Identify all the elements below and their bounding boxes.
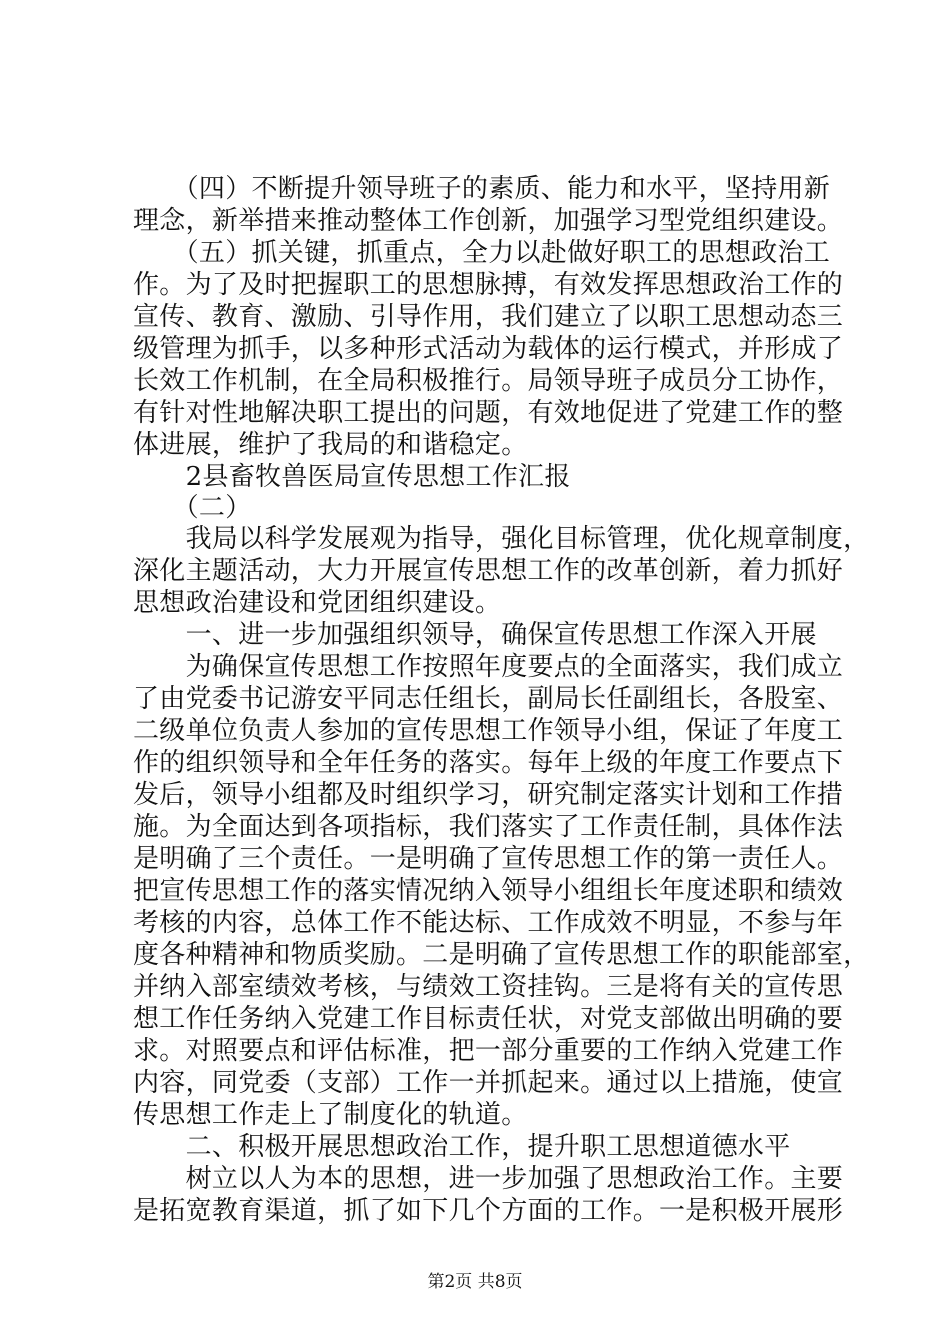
- text-line: 是明确了三个责任。一是明确了宣传思想工作的第一责任人。: [133, 844, 844, 874]
- text-line: 传思想工作走上了制度化的轨道。: [133, 1100, 528, 1130]
- text-line: 想工作任务纳入党建工作目标责任状，对党支部做出明确的要: [133, 1004, 844, 1034]
- text-line: 发后，领导小组都及时组织学习，研究制定落实计划和工作措: [133, 780, 844, 810]
- text-line: 级管理为抓手，以多种形式活动为载体的运行模式，并形成了: [133, 334, 844, 364]
- text-line: （五）抓关键，抓重点，全力以赴做好职工的思想政治工: [133, 238, 831, 268]
- text-line: 树立以人为本的思想，进一步加强了思想政治工作。主要: [133, 1164, 844, 1194]
- text-line: 内容，同党委（支部）工作一并抓起来。通过以上措施，使宣: [133, 1068, 844, 1098]
- text-line: 作的组织领导和全年任务的落实。每年上级的年度工作要点下: [133, 748, 844, 778]
- text-line: 长效工作机制，在全局积极推行。局领导班子成员分工协作，: [133, 366, 844, 396]
- text-line: 深化主题活动，大力开展宣传思想工作的改革创新，着力抓好: [133, 556, 844, 586]
- text-line: 思想政治建设和党团组织建设。: [133, 588, 502, 618]
- text-line: 并纳入部室绩效考核，与绩效工资挂钩。三是将有关的宣传思: [133, 972, 844, 1002]
- text-line: 为确保宣传思想工作按照年度要点的全面落实，我们成立: [133, 652, 844, 682]
- text-line: 体进展，维护了我局的和谐稳定。: [133, 430, 528, 460]
- text-line: 把宣传思想工作的落实情况纳入领导小组组长年度述职和绩效: [133, 876, 844, 906]
- section-heading: 2县畜牧兽医局宣传思想工作汇报: [133, 462, 571, 492]
- section-subheading: （二）: [133, 493, 252, 523]
- text-line: 是拓宽教育渠道，抓了如下几个方面的工作。一是积极开展形: [133, 1196, 844, 1226]
- text-line: 了由党委书记游安平同志任组长，副局长任副组长，各股室、: [133, 684, 844, 714]
- text-line: 宣传、教育、激励、引导作用，我们建立了以职工思想动态三: [133, 302, 844, 332]
- section-heading: 二、积极开展思想政治工作，提升职工思想道德水平: [133, 1132, 791, 1162]
- text-line: 我局以科学发展观为指导，强化目标管理，优化规章制度，: [133, 524, 870, 554]
- text-line: 理念，新举措来推动整体工作创新，加强学习型党组织建设。: [133, 206, 844, 236]
- text-line: 作。为了及时把握职工的思想脉搏，有效发挥思想政治工作的: [133, 270, 844, 300]
- text-line: 求。对照要点和评估标准，把一部分重要的工作纳入党建工作: [133, 1036, 844, 1066]
- text-line: （四）不断提升领导班子的素质、能力和水平，坚持用新: [133, 174, 831, 204]
- text-line: 有针对性地解决职工提出的问题，有效地促进了党建工作的整: [133, 398, 844, 428]
- text-line: 二级单位负责人参加的宣传思想工作领导小组，保证了年度工: [133, 716, 844, 746]
- page-footer: 第2页 共8页: [427, 1272, 523, 1292]
- section-heading: 一、进一步加强组织领导，确保宣传思想工作深入开展: [133, 620, 817, 650]
- text-line: 施。为全面达到各项指标，我们落实了工作责任制，具体作法: [133, 812, 844, 842]
- text-line: 度各种精神和物质奖励。二是明确了宣传思想工作的职能部室，: [133, 940, 870, 970]
- text-line: 考核的内容，总体工作不能达标、工作成效不明显，不参与年: [133, 908, 844, 938]
